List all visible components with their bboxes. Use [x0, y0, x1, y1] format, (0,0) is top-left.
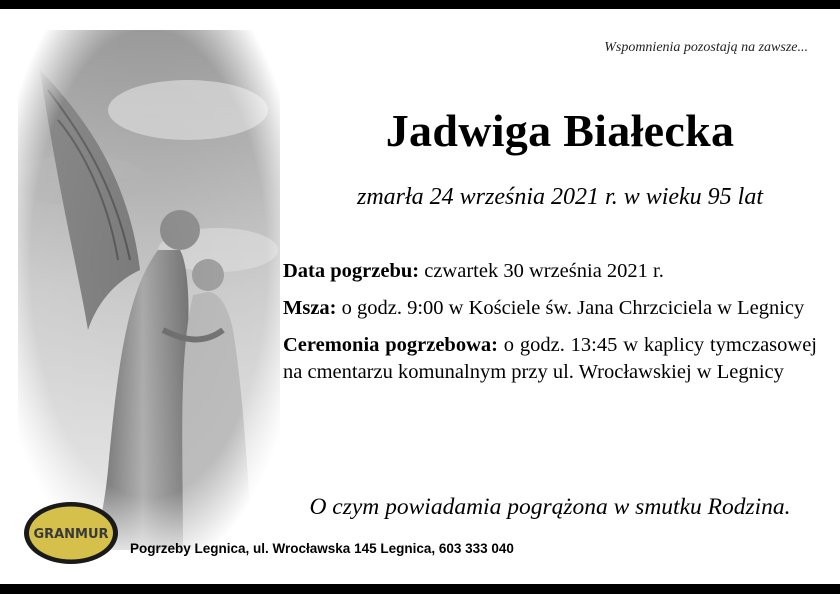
funeral-date-row: [283, 258, 817, 285]
mass-value: o godz. 9:00 w Kościele św. Jana Chrzciciela w Legnicy: [341, 297, 805, 319]
funeral-details: [283, 258, 817, 396]
funeral-date-value: czwartek 30 września 2021 r.: [424, 260, 664, 282]
top-border: [0, 0, 840, 9]
mass-label: Msza:: [283, 297, 337, 319]
closing-line: O czym powiadamia pogrążona w smutku Rodzina.: [309, 494, 791, 520]
ceremony-row: [283, 332, 817, 386]
deceased-name: Jadwiga Białecka: [385, 105, 735, 156]
angel-statue-image: [18, 30, 280, 550]
funeral-date-label: Data pogrzebu:: [283, 260, 420, 282]
footer-contact: Pogrzeby Legnica, ul. Wrocławska 145 Legnica, 603 333 040: [130, 541, 514, 556]
death-date-line: zmarła 24 września 2021 r. w wieku 95 lat: [356, 184, 764, 210]
ceremony-value: o godz. 13:45 w kaplicy tymczasowej na cmentarzu komunalnym przy ul. Wrocławskiej w Legnicy: [283, 334, 818, 383]
granmur-logo: [22, 500, 120, 566]
ceremony-label: Ceremonia pogrzebowa:: [283, 334, 498, 356]
bottom-border: [0, 584, 840, 594]
mass-row: [283, 295, 817, 322]
logo-text: GRANMUR: [33, 527, 109, 542]
memorial-motto: Wspomnienia pozostają na zawsze...: [604, 40, 808, 55]
